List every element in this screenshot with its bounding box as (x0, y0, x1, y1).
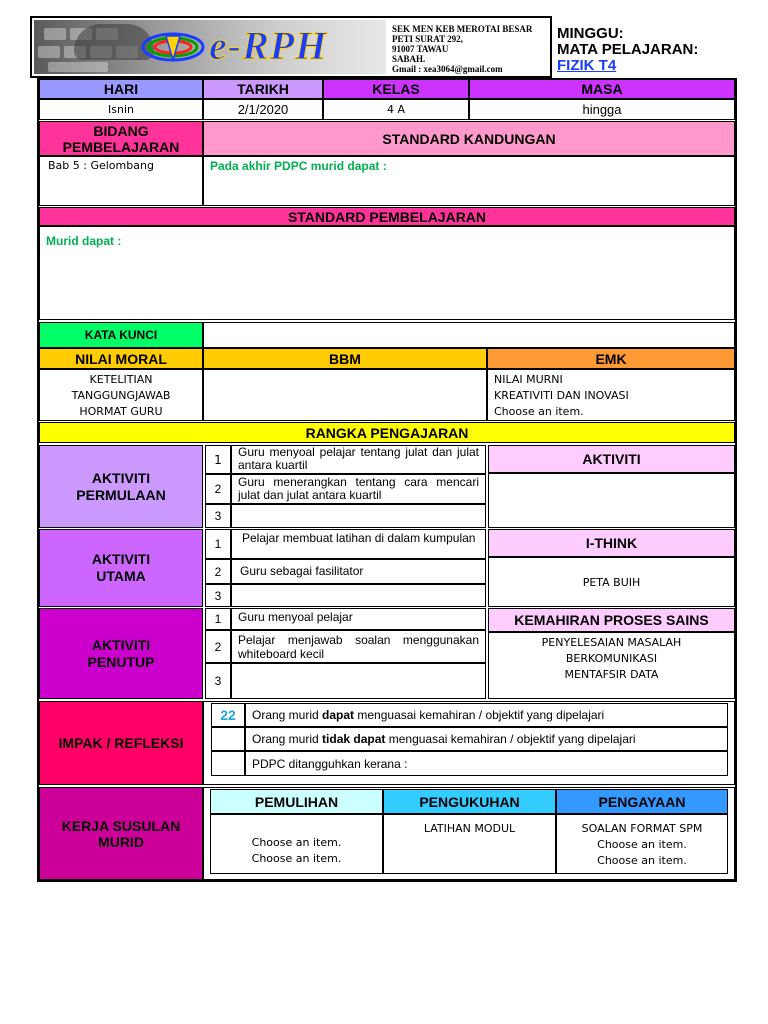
penutup-row-text[interactable]: Pelajar menjawab soalan menggunakan whiteboard kecil (231, 630, 486, 663)
ithink-label: I-THINK (488, 529, 735, 557)
kelas-value[interactable]: 4 A (323, 99, 469, 120)
impak-line2-bold: tidak dapat (322, 732, 386, 746)
school-address-line3: SABAH. (392, 54, 426, 64)
bbm-value[interactable] (203, 369, 487, 421)
impak-line-tidak-dapat (245, 727, 728, 751)
pengayaan-item[interactable]: Choose an item. (597, 838, 687, 851)
aktiviti-penutup-label: AKTIVITI PENUTUP (39, 608, 203, 699)
aktiviti-utama-label: AKTIVITI UTAMA (39, 529, 203, 607)
impak-line-dapat (245, 703, 728, 727)
pengayaan-label: PENGAYAAN (556, 789, 728, 814)
pemulihan-label: PEMULIHAN (210, 789, 383, 814)
masa-header: MASA (469, 79, 735, 99)
nilai-moral-item: TANGGUNGJAWAB (71, 389, 171, 402)
minggu-label: MINGGU: (557, 25, 624, 42)
impak-count-3 (211, 751, 245, 776)
aktiviti-value[interactable] (488, 473, 735, 528)
impak-count[interactable]: 22 (211, 703, 245, 727)
standard-kandungan-prompt[interactable]: Pada akhir PDPC murid dapat : (203, 156, 735, 206)
emk-item: NILAI MURNI (494, 373, 563, 386)
permulaan-row-number: 1 (205, 445, 231, 474)
hari-value[interactable]: Isnin (39, 99, 203, 120)
penutup-row-text[interactable] (231, 663, 486, 699)
hari-header: HARI (39, 79, 203, 99)
kps-label: KEMAHIRAN PROSES SAINS (488, 608, 735, 632)
aktiviti-permulaan-label: AKTIVITI PERMULAAN (39, 445, 203, 528)
impak-line1-pre: Orang murid (252, 708, 323, 722)
kerja-susulan-label: KERJA SUSULAN MURID (39, 787, 203, 880)
permulaan-row-number: 2 (205, 474, 231, 504)
school-address-line1: PETI SURAT 292, (392, 34, 463, 44)
pengukuhan-label: PENGUKUHAN (383, 789, 556, 814)
penutup-row-number: 1 (205, 608, 231, 630)
permulaan-row-text[interactable] (231, 504, 486, 528)
kelas-header: KELAS (323, 79, 469, 99)
emk-item: KREATIVITI DAN INOVASI (494, 389, 629, 402)
utama-row-text[interactable]: Pelajar membuat latihan di dalam kumpulan (231, 529, 486, 559)
kps-item: MENTAFSIR DATA (564, 668, 659, 681)
pengukuhan-values[interactable] (383, 814, 556, 874)
pengayaan-item[interactable]: Choose an item. (597, 854, 687, 867)
impak-refleksi-label: IMPAK / REFLEKSI (39, 701, 203, 785)
pemulihan-values[interactable] (210, 814, 383, 874)
impak-count-2[interactable] (211, 727, 245, 751)
utama-row-number: 1 (205, 529, 231, 559)
bidang-value[interactable]: Bab 5 : Gelombang (39, 156, 203, 206)
school-address (392, 24, 550, 74)
kps-values[interactable] (488, 632, 735, 699)
kata-kunci-value[interactable] (203, 322, 735, 348)
penutup-row-number: 2 (205, 630, 231, 663)
utama-row-number: 3 (205, 584, 231, 607)
permulaan-row-number: 3 (205, 504, 231, 528)
nilai-moral-item: HORMAT GURU (79, 405, 163, 418)
kps-item: PENYELESAIAN MASALAH (541, 636, 682, 649)
emk-item-dropdown[interactable]: Choose an item. (494, 405, 584, 418)
masa-value[interactable]: hingga (469, 99, 735, 120)
pengukuhan-item: LATIHAN MODUL (423, 822, 516, 835)
impak-line2-post: menguasai kemahiran / objektif yang dipelajari (385, 732, 636, 746)
aktiviti-label: AKTIVITI (488, 445, 735, 473)
pengayaan-values[interactable] (556, 814, 728, 874)
impak-line-ditangguhkan[interactable]: PDPC ditangguhkan kerana : (245, 751, 728, 776)
pemulihan-item[interactable]: Choose an item. (251, 836, 342, 849)
bbm-label: BBM (203, 348, 487, 369)
tarikh-header: TARIKH (203, 79, 323, 99)
bidang-label: BIDANG PEMBELAJARAN (39, 121, 203, 156)
school-name: SEK MEN KEB MEROTAI BESAR (392, 24, 533, 34)
pemulihan-item[interactable]: Choose an item. (251, 852, 342, 865)
kata-kunci-label: KATA KUNCI (39, 322, 203, 348)
ithink-value[interactable]: PETA BUIH (488, 557, 735, 607)
tarikh-value[interactable]: 2/1/2020 (203, 99, 323, 120)
rangka-pengajaran-label: RANGKA PENGAJARAN (39, 422, 735, 443)
impak-line1-post: menguasai kemahiran / objektif yang dipelajari (354, 708, 605, 722)
nilai-moral-label: NILAI MORAL (39, 348, 203, 369)
permulaan-row-text[interactable]: Guru menerangkan tentang cara mencari julat dan julat antara kuartil (231, 474, 486, 504)
logo-text: e-RPH (209, 23, 328, 68)
utama-row-text[interactable] (231, 584, 486, 607)
kps-item: BERKOMUNIKASI (565, 652, 658, 665)
standard-kandungan-label: STANDARD KANDUNGAN (203, 121, 735, 156)
utama-row-number: 2 (205, 559, 231, 584)
penutup-row-text[interactable]: Guru menyoal pelajar (231, 608, 486, 630)
lesson-meta (557, 26, 698, 74)
school-email: Gmail : xea3064@gmail.com (392, 64, 503, 74)
nilai-moral-values[interactable] (39, 369, 203, 421)
school-address-line2: 91007 TAWAU (392, 44, 449, 54)
emk-label: EMK (487, 348, 735, 369)
school-emblem-icon (138, 26, 208, 68)
erph-logo (34, 20, 386, 74)
nilai-moral-item: KETELITIAN (89, 373, 153, 386)
permulaan-row-text[interactable]: Guru menyoal pelajar tentang julat dan julat antara kuartil (231, 445, 486, 474)
impak-line2-pre: Orang murid (252, 732, 323, 746)
impak-line1-bold: dapat (322, 708, 355, 722)
standard-pembelajaran-prompt[interactable]: Murid dapat : (39, 226, 735, 320)
emk-values[interactable] (487, 369, 735, 421)
standard-pembelajaran-label: STANDARD PEMBELAJARAN (39, 207, 735, 226)
utama-row-text[interactable]: Guru sebagai fasilitator (231, 559, 486, 584)
penutup-row-number: 3 (205, 663, 231, 699)
pengayaan-item: SOALAN FORMAT SPM (581, 822, 703, 835)
subject-link[interactable]: FIZIK T4 (557, 57, 617, 74)
mata-pelajaran-label: MATA PELAJARAN: (557, 41, 699, 58)
